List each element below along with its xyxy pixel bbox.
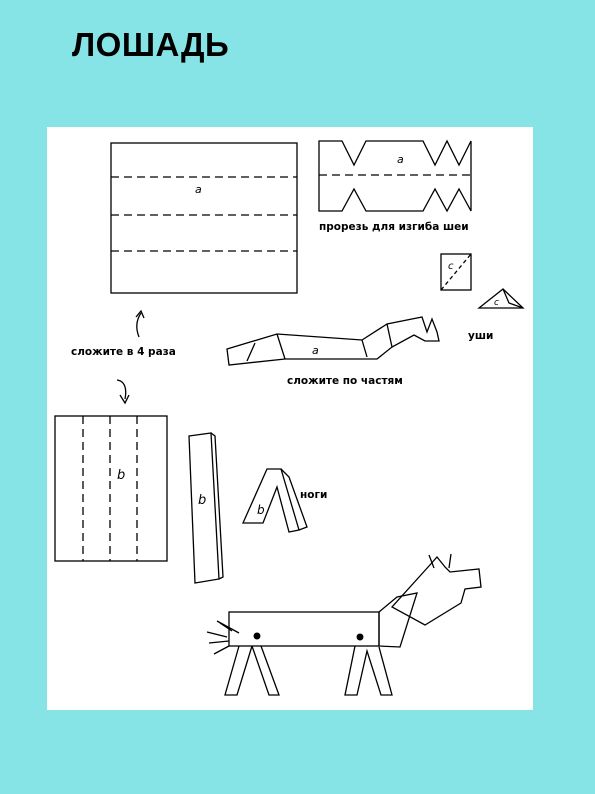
folded-leg-strip — [189, 433, 223, 583]
page-title: ЛОШАДЬ — [72, 26, 230, 63]
ear-square — [441, 254, 471, 290]
letter-b-2: b — [198, 493, 207, 508]
letter-a-1: a — [195, 183, 202, 196]
letter-c-2: c — [494, 298, 499, 308]
folded-body-strip — [227, 317, 439, 365]
label-fold-parts: сложите по частям — [287, 375, 403, 387]
instruction-drawings — [47, 127, 533, 710]
letter-c-1: c — [448, 261, 454, 272]
label-ears: уши — [468, 330, 494, 342]
ear-triangle — [479, 289, 523, 308]
arrow-down-head — [120, 395, 129, 403]
part-b-sheet — [55, 416, 167, 561]
letter-b-3: b — [257, 503, 265, 517]
horse-figure — [207, 554, 481, 695]
part-a-sheet — [111, 143, 297, 293]
label-legs: ноги — [300, 489, 328, 501]
letter-a-3: a — [312, 344, 319, 357]
letter-b-1: b — [117, 468, 126, 483]
instruction-sheet — [47, 127, 533, 710]
arrow-up-icon — [137, 313, 141, 337]
label-neck-cut: прорезь для изгиба шеи — [319, 221, 469, 233]
part-a-cut-sheet — [319, 141, 471, 211]
label-fold-four: сложите в 4 раза — [71, 346, 176, 358]
letter-a-2: a — [397, 153, 404, 166]
leg-shape — [243, 469, 307, 532]
